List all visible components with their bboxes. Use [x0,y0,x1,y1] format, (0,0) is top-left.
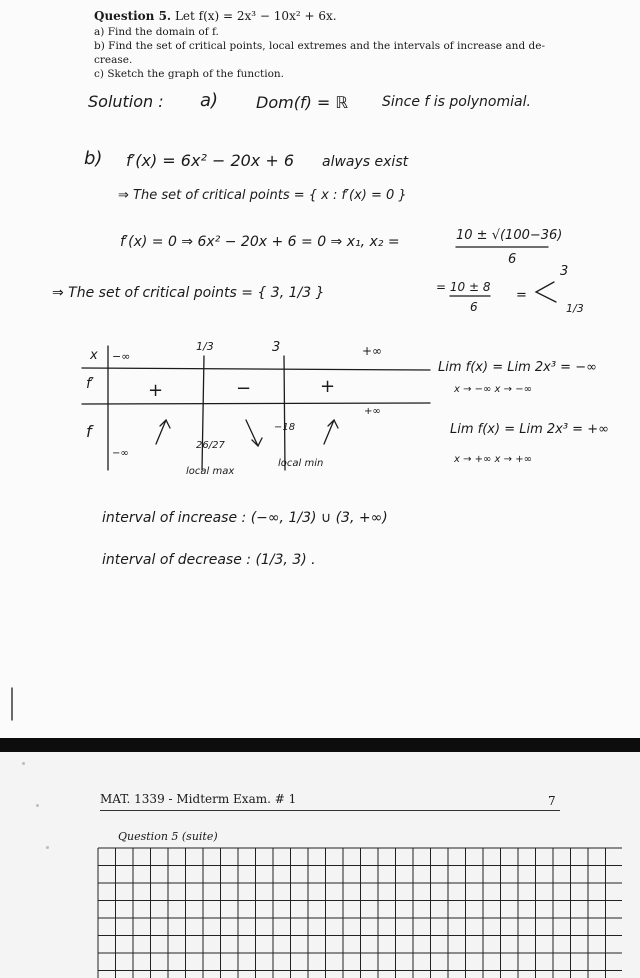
derivative: f′(x) = 6x² − 20x + 6 [126,151,295,170]
local-min-label: local min [278,458,324,469]
interval-decrease: interval of decrease : (1/3, 3) . [102,552,316,568]
table-pos-inf: +∞ [362,344,383,358]
question-part-b-cont: crease. [94,54,133,66]
question-part-a: a) Find the domain of f. [94,26,219,38]
quadratic-formula-numerator: 10 ± √(100−36) [456,228,563,243]
question-part-c: c) Sketch the graph of the function. [94,68,285,80]
table-one-third: 1/3 [196,340,214,353]
root-eval-denominator: 6 [470,300,478,314]
exam-page-bottom [0,752,640,978]
question-title: Question 5. Let f(x) = 2x³ − 10x² + 6x. [94,9,337,23]
table-x-label: x [90,348,98,363]
f-right-limit: +∞ [364,406,381,417]
table-f-label: f [86,422,92,441]
table-neg-inf: −∞ [112,350,131,363]
sign-positive-2: + [320,376,336,397]
local-max-label: local max [186,466,235,477]
local-min-value: −18 [274,422,296,433]
table-three: 3 [272,340,281,355]
solution-label: Solution : [88,92,164,111]
f-left-limit: −∞ [112,448,129,459]
course-header: MAT. 1339 - Midterm Exam. # 1 [100,792,297,806]
critical-set-definition: ⇒ The set of critical points = { x : f′(x) = 0 } [118,188,407,203]
critical-set-result: ⇒ The set of critical points = { 3, 1/3 } [52,285,325,301]
domain-statement: Dom(f) = ℝ [256,93,349,112]
part-a-label: a) [200,90,219,111]
question-suite-label: Question 5 (suite) [118,830,218,843]
limit-neg-inf: Lim f(x) = Lim 2x³ = −∞ [438,360,597,375]
interval-increase: interval of increase : (−∞, 1/3) ∪ (3, +∞) [102,510,388,526]
local-max-value: 26/27 [196,440,225,451]
root-eval-numerator: = 10 ± 8 [436,280,491,294]
limit-pos-inf-sub: x → +∞ x → +∞ [454,454,532,465]
limit-neg-inf-sub: x → −∞ x → −∞ [454,384,532,395]
root-one-third: 1/3 [566,302,584,315]
limit-pos-inf: Lim f(x) = Lim 2x³ = +∞ [450,422,609,437]
root-eval-equals: = [516,288,527,303]
sign-negative: − [236,378,252,399]
page-number: 7 [548,794,556,808]
question-part-b: b) Find the set of critical points, local extremes and the intervals of increase and de- [94,40,545,52]
part-b-label: b) [84,148,103,169]
always-exist: always exist [322,154,409,170]
quadratic-formula-denominator: 6 [508,252,517,267]
root-three: 3 [560,264,569,279]
critical-equation: f′(x) = 0 ⇒ 6x² − 20x + 6 = 0 ⇒ x₁, x₂ = [120,234,400,250]
sign-positive-1: + [148,380,164,401]
table-fprime-label: f′ [86,376,95,392]
domain-reason: Since f is polynomial. [382,94,531,110]
graph-paper-grid [0,752,640,978]
